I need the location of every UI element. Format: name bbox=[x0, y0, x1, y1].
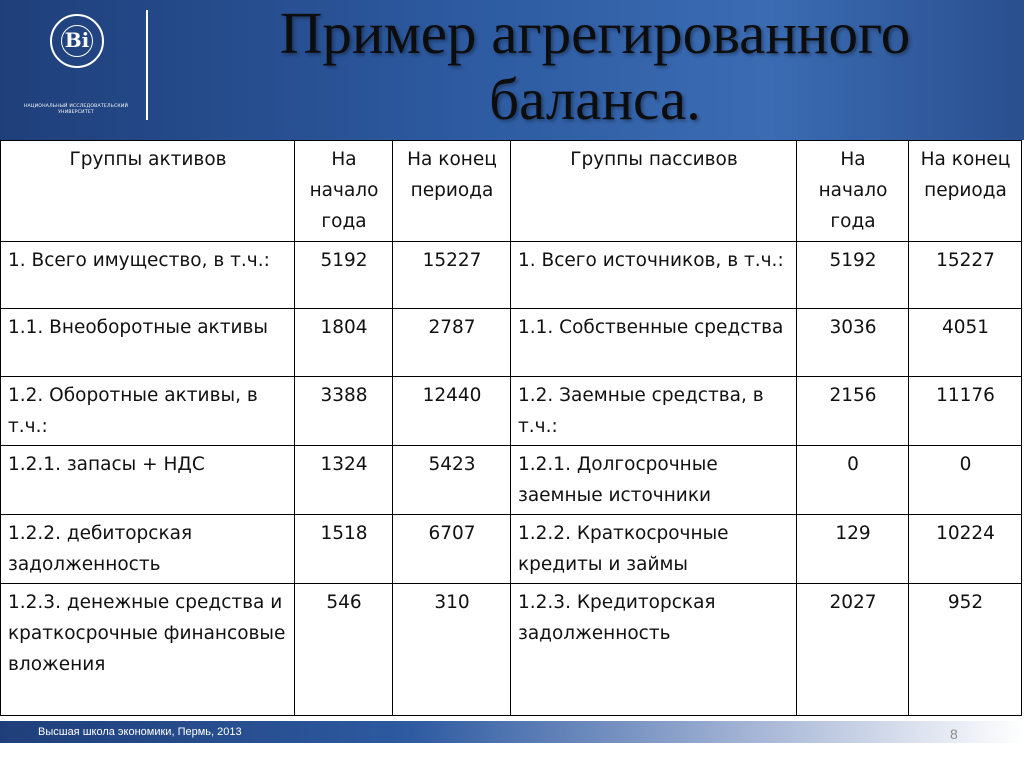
asset-start-cell: 5192 bbox=[295, 242, 393, 309]
asset-group-cell: 1.2.1. запасы + НДС bbox=[1, 446, 295, 515]
asset-end-cell: 12440 bbox=[393, 377, 511, 446]
liability-end-cell: 4051 bbox=[909, 309, 1022, 377]
asset-start-cell: 546 bbox=[295, 584, 393, 716]
liability-group-cell: 1.1. Собственные средства bbox=[511, 309, 797, 377]
asset-group-cell: 1.2. Оборотные активы, в т.ч.: bbox=[1, 377, 295, 446]
liability-start-cell: 0 bbox=[797, 446, 909, 515]
col-header-assets: Группы активов bbox=[1, 141, 295, 242]
col-header-liabilities: Группы пассивов bbox=[511, 141, 797, 242]
asset-start-cell: 1804 bbox=[295, 309, 393, 377]
hse-logo bbox=[16, 8, 136, 126]
liability-group-cell: 1.2.3. Кредиторская задолженность bbox=[511, 584, 797, 716]
liability-start-cell: 129 bbox=[797, 515, 909, 584]
page-number: 8 bbox=[950, 726, 958, 742]
liability-group-cell: 1.2.2. Краткосрочные кредиты и займы bbox=[511, 515, 797, 584]
balance-table bbox=[0, 140, 1022, 716]
liability-end-cell: 952 bbox=[909, 584, 1022, 716]
liability-end-cell: 15227 bbox=[909, 242, 1022, 309]
balance-table-wrapper bbox=[0, 140, 1021, 716]
header-divider bbox=[146, 10, 148, 120]
asset-end-cell: 15227 bbox=[393, 242, 511, 309]
liability-start-cell: 3036 bbox=[797, 309, 909, 377]
asset-group-cell: 1.2.2. дебиторская задолженность bbox=[1, 515, 295, 584]
liability-group-cell: 1.2. Заемные средства, в т.ч.: bbox=[511, 377, 797, 446]
table-header-row bbox=[1, 141, 1022, 242]
asset-end-cell: 2787 bbox=[393, 309, 511, 377]
asset-start-cell: 1324 bbox=[295, 446, 393, 515]
liability-end-cell: 10224 bbox=[909, 515, 1022, 584]
asset-group-cell: 1.2.3. денежные средства и краткосрочные финансовые вложения bbox=[1, 584, 295, 716]
page-title: Пример агрегированного баланса. bbox=[279, 0, 911, 132]
table-row bbox=[1, 377, 1022, 446]
asset-end-cell: 5423 bbox=[393, 446, 511, 515]
col-header-liabilities-start: На начало года bbox=[797, 141, 909, 242]
asset-start-cell: 3388 bbox=[295, 377, 393, 446]
col-header-assets-end: На конец периода bbox=[393, 141, 511, 242]
col-header-liabilities-end: На конец периода bbox=[909, 141, 1022, 242]
liability-end-cell: 0 bbox=[909, 446, 1022, 515]
asset-end-cell: 310 bbox=[393, 584, 511, 716]
table-row bbox=[1, 242, 1022, 309]
footer-text: Высшая школа экономики, Пермь, 2013 bbox=[38, 726, 242, 738]
logo-mark: Ві bbox=[61, 25, 93, 57]
liability-start-cell: 2027 bbox=[797, 584, 909, 716]
liability-start-cell: 5192 bbox=[797, 242, 909, 309]
table-row bbox=[1, 446, 1022, 515]
liability-start-cell: 2156 bbox=[797, 377, 909, 446]
table-row bbox=[1, 584, 1022, 716]
logo-caption: НАЦИОНАЛЬНЫЙ ИССЛЕДОВАТЕЛЬСКИЙ УНИВЕРСИТЕТ bbox=[23, 104, 129, 115]
asset-group-cell: 1. Всего имущество, в т.ч.: bbox=[1, 242, 295, 309]
col-header-assets-start: На начало года bbox=[295, 141, 393, 242]
asset-group-cell: 1.1. Внеоборотные активы bbox=[1, 309, 295, 377]
asset-end-cell: 6707 bbox=[393, 515, 511, 584]
liability-group-cell: 1.2.1. Долгосрочные заемные источники bbox=[511, 446, 797, 515]
table-row bbox=[1, 309, 1022, 377]
liability-end-cell: 11176 bbox=[909, 377, 1022, 446]
liability-group-cell: 1. Всего источников, в т.ч.: bbox=[511, 242, 797, 309]
logo-circle-icon bbox=[50, 14, 104, 68]
asset-start-cell: 1518 bbox=[295, 515, 393, 584]
table-row bbox=[1, 515, 1022, 584]
